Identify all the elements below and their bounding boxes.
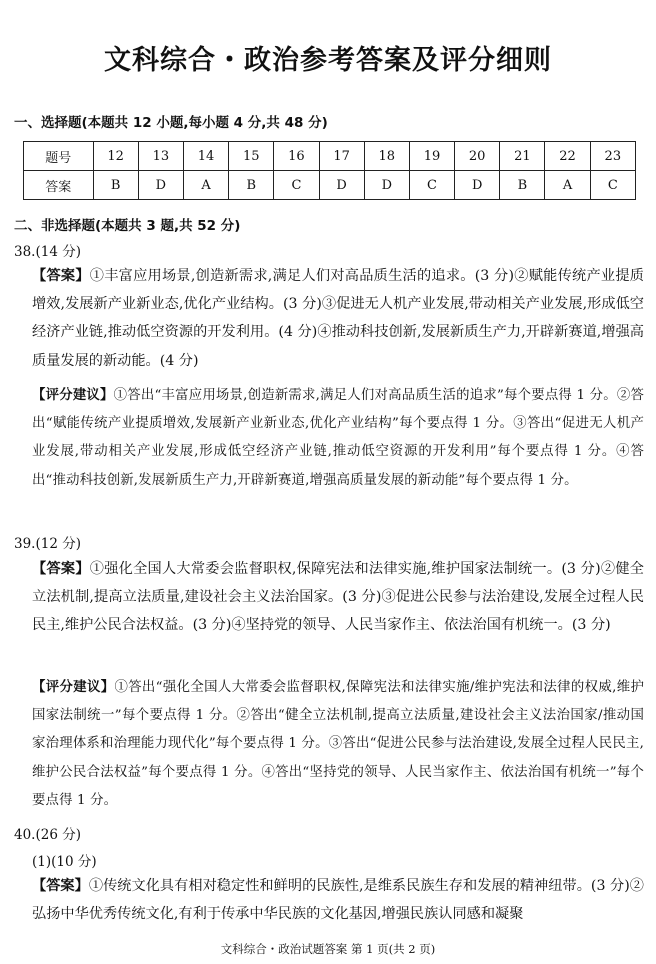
table-cell: 15 xyxy=(229,142,274,171)
page-footer: 文科综合・政治试题答案 第 1 页(共 2 页) xyxy=(220,942,436,956)
table-cell: D xyxy=(455,171,500,200)
question-40-number: 40.(26 分) xyxy=(14,827,81,843)
table-cell: 18 xyxy=(364,142,409,171)
table-cell: B xyxy=(500,171,545,200)
answer-text: ①强化全国人大常委会监督职权,保障宪法和法律实施,维护国家法制统一。(3 分)②健全立法机制,提高立法质量,建设社会主义法治国家。(3 分)③促进公民参与法治建设,发展全过程人民民主,维护公民合法权益。(3 分)④坚持党的领导、人民当家作主、依法治国有机统一。(3 分) xyxy=(32,561,644,634)
page-title: 文科综合・政治参考答案及评分细则 xyxy=(104,45,552,76)
section2-heading: 二、非选择题(本题共 3 题,共 52 分) xyxy=(14,218,241,234)
answer-text: ①传统文化具有相对稳定性和鲜明的民族性,是维系民族生存和发展的精神纽带。(3 分)②弘扬中华优秀传统文化,有利于传承中华民族的文化基因,增强民族认同感和凝聚 xyxy=(32,878,644,923)
table-cell: A xyxy=(545,171,590,200)
table-cell: D xyxy=(364,171,409,200)
table-cell: 17 xyxy=(319,142,364,171)
table-cell: 14 xyxy=(183,142,228,171)
table-cell: 19 xyxy=(409,142,454,171)
table-cell: 13 xyxy=(138,142,183,171)
table-cell: C xyxy=(274,171,319,200)
table-cell: B xyxy=(229,171,274,200)
answer-label: 【答案】 xyxy=(32,268,90,284)
table-cell: 16 xyxy=(274,142,319,171)
question-39-answer xyxy=(32,555,644,640)
question-38-answer xyxy=(32,262,644,375)
table-cell: 20 xyxy=(455,142,500,171)
answer-label: 【答案】 xyxy=(32,561,90,577)
table-row-numbers xyxy=(24,142,636,171)
table-cell: C xyxy=(590,171,635,200)
table-cell: A xyxy=(183,171,228,200)
table-cell: C xyxy=(409,171,454,200)
question-40-sub1: (1)(10 分) xyxy=(32,854,97,870)
suggestion-label: 【评分建议】 xyxy=(32,387,114,403)
question-38-suggestion xyxy=(32,381,644,495)
table-cell: B xyxy=(93,171,138,200)
section1-heading: 一、选择题(本题共 12 小题,每小题 4 分,共 48 分) xyxy=(14,115,328,131)
answer-text: ①丰富应用场景,创造新需求,满足人们对高品质生活的追求。(3 分)②赋能传统产业提质增效,发展新产业新业态,优化产业结构。(3 分)③促进无人机产业发展,带动相关产业发展,形成低空经济产业链,推动低空资源的开发利用。(4 分)④推动科技创新,发展新质生产力,开辟新赛道,增强高质量发展的新动能。(4 分) xyxy=(32,268,644,369)
question-40-answer xyxy=(32,872,644,928)
suggestion-text: ①答出“强化全国人大常委会监督职权,保障宪法和法律实施/维护宪法和法律的权威,维护国家法制统一”每个要点得 1 分。②答出“健全立法机制,提高立法质量,建设社会主义法治国家/推动国家治理体系和治理能力现代化”每个要点得 1 分。③答出“促进公民参与法治建设,发展全过程人民民主,维护公民合法权益”每个要点得 1 分。④答出“坚持党的领导、人民当家作主、依法治国有机统一”每个要点得 1 分。 xyxy=(32,680,644,808)
suggestion-label: 【评分建议】 xyxy=(32,679,115,695)
question-38-number: 38.(14 分) xyxy=(14,244,81,260)
answer-label: 【答案】 xyxy=(32,878,89,894)
row-header-cell: 题号 xyxy=(24,142,94,171)
question-39-suggestion xyxy=(32,673,644,815)
table-cell: 22 xyxy=(545,142,590,171)
suggestion-text: ①答出“丰富应用场景,创造新需求,满足人们对高品质生活的追求”每个要点得 1 分。②答出“赋能传统产业提质增效,发展新产业新业态,优化产业结构”每个要点得 1 分。③答出“促进无人机产业发展,带动相关产业发展,形成低空经济产业链,推动低空资源的开发利用”每个要点得 1 分。④答出“推动科技创新,发展新质生产力,开辟新赛道,增强高质量发展的新动能”每个要点得 1 分。 xyxy=(32,388,645,488)
table-cell: D xyxy=(319,171,364,200)
row-header-cell: 答案 xyxy=(24,171,94,200)
table-row-answers xyxy=(24,171,636,200)
table-cell: 23 xyxy=(590,142,635,171)
answer-table xyxy=(23,141,636,200)
table-cell: D xyxy=(138,171,183,200)
table-cell: 12 xyxy=(93,142,138,171)
table-cell: 21 xyxy=(500,142,545,171)
question-39-number: 39.(12 分) xyxy=(14,536,81,552)
